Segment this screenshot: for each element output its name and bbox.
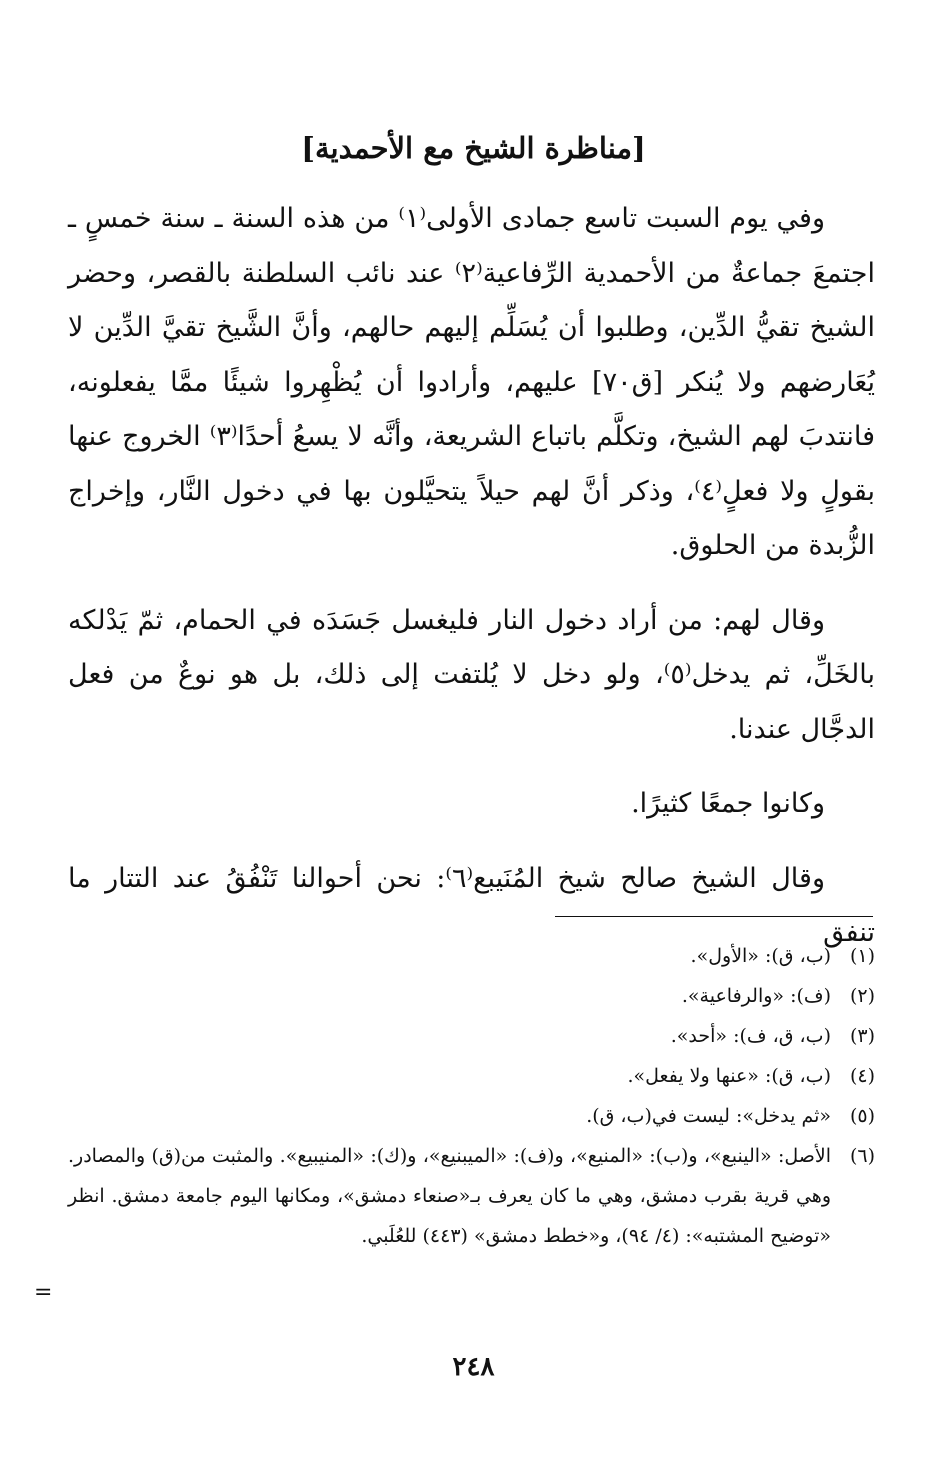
paragraph-4: وقال الشيخ صالح شيخ المُنَيبع⁽٦⁾: نحن أحوالنا تَنْفُقُ عند التتار ما تنفق [68, 862, 875, 948]
footnote-number: (٥) [849, 1105, 875, 1127]
footnotes [68, 936, 875, 1256]
footnote-6 [68, 1136, 875, 1256]
main-text [68, 192, 875, 981]
footnote-number: (٣) [849, 1025, 875, 1047]
footnote-4 [68, 1056, 875, 1096]
footnote-2 [68, 976, 875, 1016]
paragraph-1: وفي يوم السبت تاسع جمادى الأولى⁽١⁾ من هذه السنة ـ سنة خمسٍ ـ اجتمعَ جماعةٌ من الأحمدية الرِّفاعية⁽٢⁾ عند نائب السلطنة بالقصر، وحضر الشيخ تقيُّ الدِّين، وطلبوا أن يُسَلِّم إليهم حالهم، وأنَّ الشَّيخ تقيَّ الدِّين لا يُعَارضهم ولا يُنكر [ق٧٠] عليهم، وأرادوا أن يُظْهِروا شيئًا ممَّا يفعلونه، فانتدبَ لهم الشيخ، وتكلَّم باتباع الشريعة، وأنَّه لا يسعُ أحدًا⁽٣⁾ الخروج عنها بقولٍ ولا فعلٍ⁽٤⁾، وذكر أنَّ لهم حيلاً يتحيَّلون بها في دخول النَّار، وإخراج الزُّبدة من الحلوق. [68, 203, 876, 561]
section-heading: [مناظرة الشيخ مع الأحمدية] [301, 131, 646, 165]
paragraph-3: وكانوا جمعًا كثيرًا. [631, 788, 825, 819]
footnote-text: (ب، ق، ف): «أحد». [670, 1025, 831, 1047]
footnote-separator [555, 916, 873, 917]
footnote-number: (٦) [849, 1145, 875, 1167]
footnote-continuation-mark: = [34, 1280, 53, 1305]
footnote-text: (ف): «والرفاعية». [681, 985, 831, 1007]
footnote-number: (١) [849, 945, 875, 967]
footnote-3 [68, 1016, 875, 1056]
footnote-text: «ثم يدخل»: ليست في(ب، ق). [586, 1105, 831, 1127]
footnote-1 [68, 936, 875, 976]
footnote-number: (٤) [849, 1065, 875, 1087]
footnote-number: (٢) [849, 985, 875, 1007]
footnote-text: (ب، ق): «عنها ولا يفعل». [627, 1065, 831, 1087]
footnote-text: (ب، ق): «الأول». [690, 945, 831, 967]
footnote-5 [68, 1096, 875, 1136]
page-number: ٢٤٨ [452, 1352, 495, 1382]
paragraph-2: وقال لهم: من أراد دخول النار فليغسل جَسَدَه في الحمام، ثمّ يَدْلكه بالخَلِّ، ثم يدخل⁽٥⁾، ولو دخل لا يُلتفت إلى ذلك، بل هو نوعٌ من فعل الدجَّال عندنا. [68, 604, 875, 745]
footnote-text: الأصل: «الينبع»، و(ب): «المنيع»، و(ف): «الميبنيع»، و(ك): «المنيبيع». والمثبت من(ق) والمصادر. وهي قرية بقرب دمشق، وهي ما كان يعرف بـ«صنعاء دمشق»، ومكانها اليوم جامعة دمشق. انظر «توضيح المشتبه»: (٤/ ٩٤)، و«خطط دمشق» (٤٤٣) للعُلَبي. [68, 1145, 831, 1247]
